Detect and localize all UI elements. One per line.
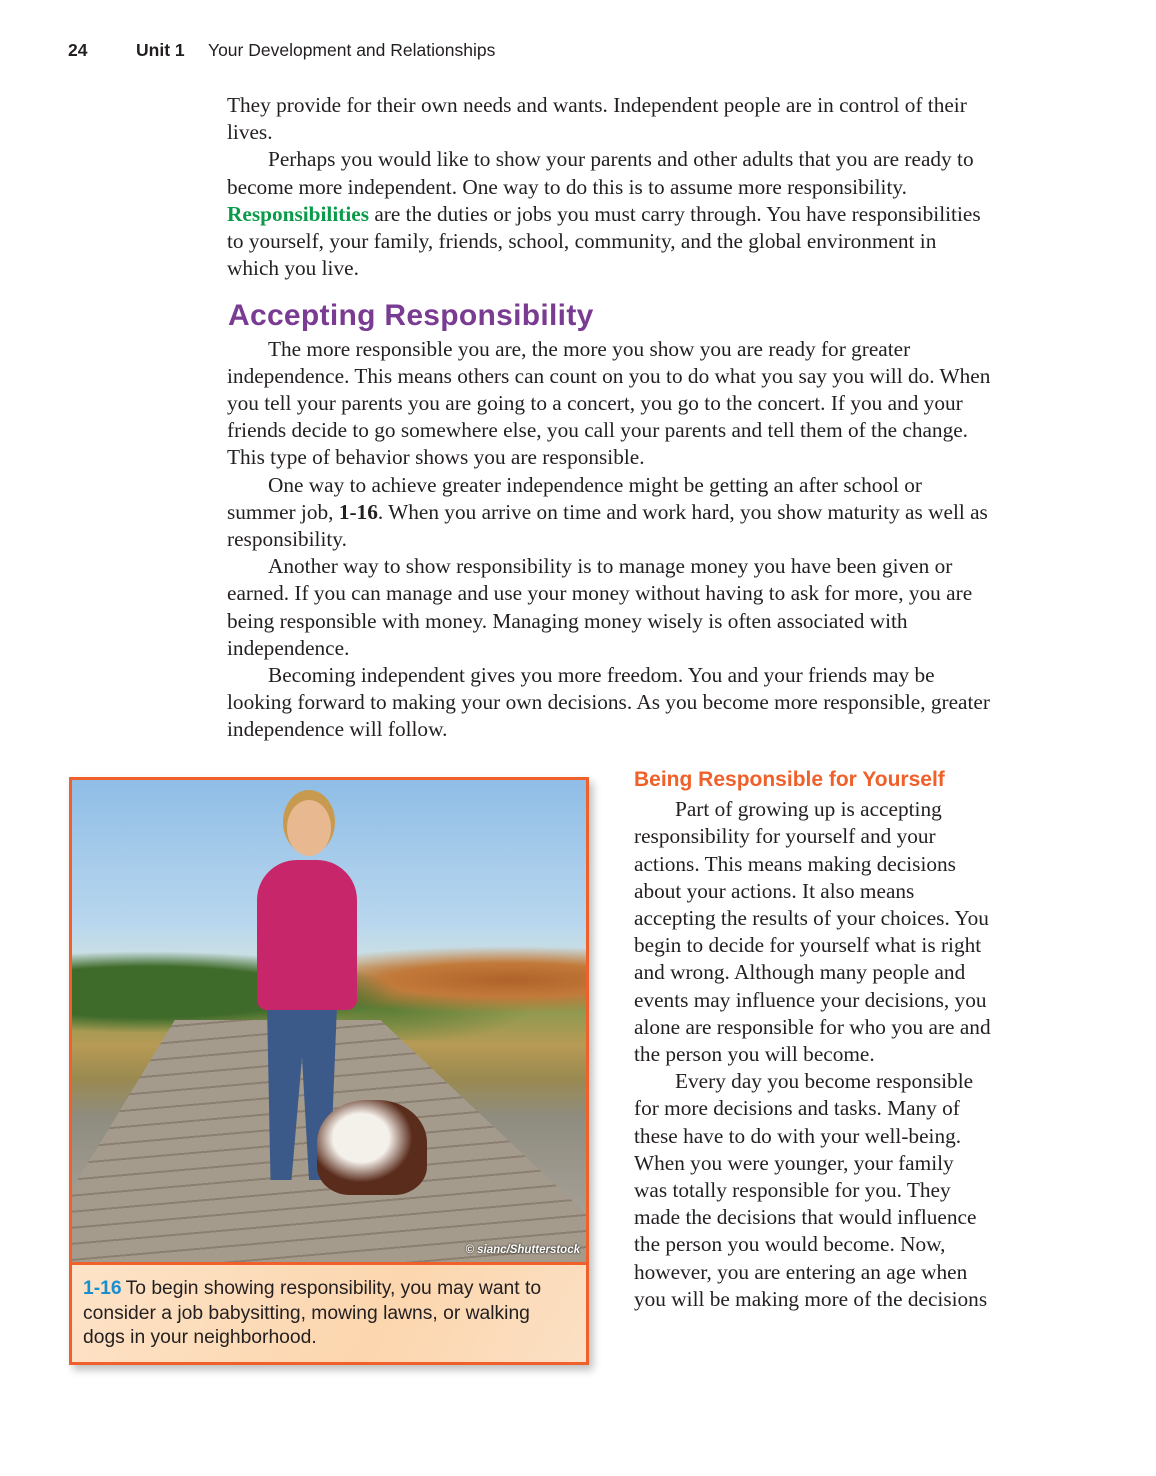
section-heading: Accepting Responsibility: [228, 299, 594, 333]
key-term: Responsibilities: [227, 201, 370, 226]
paragraph: They provide for their own needs and wants. Independent people are in control of their lives.: [227, 93, 967, 145]
dog: [317, 1100, 427, 1195]
main-text: [227, 92, 992, 744]
photo-girl-walking-dog: [72, 780, 586, 1262]
paragraph: Every day you become responsible for more decisions and tasks. Many of these have to do with your well-being. When you were younger, your family was totally responsible for you. They made the decisions that would influence the person you would become. Now, however, you are entering an age when you will be making more of the decisions: [634, 1069, 988, 1311]
text: Perhaps you would like to show your parents and other adults that you are ready to become more independent. One way to do this is to assume more responsibility.: [227, 147, 974, 199]
subsection-heading: Being Responsible for Yourself: [634, 768, 945, 791]
text: are the duties or jobs you must carry through. You have responsibilities to yourself, your family, friends, school, community, and the global environment in which you live.: [227, 201, 981, 281]
figure-number: 1-16: [83, 1278, 122, 1299]
paragraph: [227, 146, 992, 282]
girl: [257, 860, 357, 1010]
figure-caption: [72, 1262, 586, 1362]
caption-text: To begin showing responsibility, you may want to consider a job babysitting, mowing lawns, or walking dogs in your neighborhood.: [83, 1278, 542, 1348]
text: . When you arrive on time and work hard, you show maturity as well as responsibility.: [227, 499, 988, 552]
paragraph: The more responsible you are, the more you show you are ready for greater independence. This means others can count on you to do what you say you will do. When you tell your parents you are going to a concert, you go to the concert. If you and your friends decide to go somewhere else, you call your parents and tell them of the change. This type of behavior shows you are responsible.: [227, 336, 991, 470]
photo-credit: © sianc/Shutterstock: [465, 1244, 580, 1256]
paragraph: [227, 472, 992, 554]
girl-head: [287, 800, 331, 856]
figure-1-16: [69, 777, 589, 1365]
page-number: 24: [68, 40, 88, 60]
figure-reference: 1-16: [338, 499, 378, 524]
text: One way to achieve greater independence might be getting an after school or summer job,: [227, 472, 923, 524]
paragraph: Another way to show responsibility is to manage money you have been given or earned. If you can manage and use your money without having to ask for more, you are being responsible with money. Managing money wisely is often associated with independence.: [227, 554, 973, 660]
unit-label: Unit 1: [136, 40, 185, 60]
paragraph: Part of growing up is accepting responsibility for yourself and your actions. This means making decisions about your actions. It also means accepting the results of your choices. You begin to decide for yourself what is right and wrong. Although many people and events may influence your decisions, you alone are responsible for who you are and the person you will become.: [634, 797, 991, 1067]
paragraph: Becoming independent gives you more freedom. You and your friends may be looking forward to making your own decisions. As you become more responsible, greater independence will follow.: [227, 663, 990, 742]
side-column: [634, 766, 992, 1313]
unit-title: Your Development and Relationships: [208, 40, 496, 60]
